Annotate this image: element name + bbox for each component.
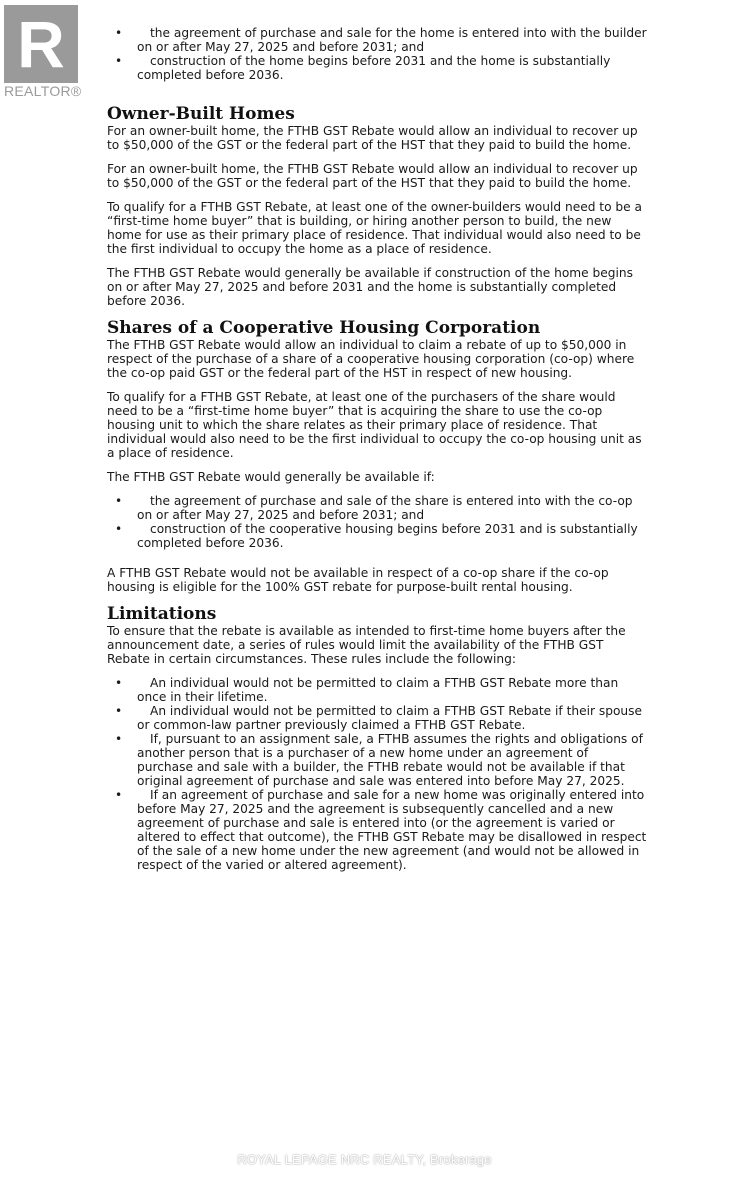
realtor-wordmark: REALTOR® <box>4 83 82 99</box>
document-body <box>107 26 647 882</box>
paragraph: For an owner-built home, the FTHB GST Rebate would allow an individual to recover up to $50,000 of the GST or the federal part of the HST that they paid to build the home. <box>107 162 638 190</box>
list-item: • If, pursuant to an assignment sale, a FTHB assumes the rights and obligations of another person that is a purchaser of a new home under an agreement of purchase and sale with a builder, the FTHB rebate would not be available if that original agreement of purchase and sale was entered into before May 27, 2025. <box>115 732 643 788</box>
bullet-icon: • <box>115 54 123 68</box>
list-item: • the agreement of purchase and sale for the home is entered into with the builder on or after May 27, 2025 and before 2031; and <box>115 26 647 54</box>
bullet-icon: • <box>115 788 123 802</box>
paragraph: The FTHB GST Rebate would generally be available if construction of the home begins on or after May 27, 2025 and before 2031 and the home is substantially completed before 2036. <box>107 266 633 308</box>
bullet-icon: • <box>115 732 123 746</box>
bullet-icon: • <box>115 522 123 536</box>
list-item: • construction of the home begins before 2031 and the home is substantially completed before 2036. <box>115 54 611 82</box>
list-item: • An individual would not be permitted to claim a FTHB GST Rebate if their spouse or common-law partner previously claimed a FTHB GST Rebate. <box>115 704 642 732</box>
list-item: • An individual would not be permitted to claim a FTHB GST Rebate more than once in their lifetime. <box>115 676 619 704</box>
bullet-icon: • <box>115 494 123 508</box>
section-heading-owner-built: Owner-Built Homes <box>107 104 295 124</box>
paragraph: To qualify for a FTHB GST Rebate, at least one of the owner-builders would need to be a “first-time home buyer” that is building, or hiring another person to build, the new home for use as their primary place of residence. That individual would also need to be the first individual to occupy the home as a place of residence. <box>107 200 642 256</box>
paragraph: A FTHB GST Rebate would not be available in respect of a co-op share if the co-op housing is eligible for the 100% GST rebate for purpose-built rental housing. <box>107 566 609 594</box>
bullet-icon: • <box>115 704 123 718</box>
brokerage-watermark: ROYAL LEPAGE NRC REALTY, Brokerage <box>237 1152 492 1167</box>
paragraph: The FTHB GST Rebate would generally be available if: <box>107 470 435 484</box>
bullet-icon: • <box>115 676 123 690</box>
list-item: • If an agreement of purchase and sale for a new home was originally entered into before May 27, 2025 and the agreement is subsequently cancelled and a new agreement of purchase and sale is entered into (or the agreement is varied or altered to effect that outcome), the FTHB GST Rebate may be disallowed in respect of the sale of a new home under the new agreement (and would not be allowed in respect of the varied or altered agreement). <box>115 788 647 872</box>
top-bullet-list <box>107 26 647 82</box>
realtor-logo <box>4 5 84 100</box>
paragraph: The FTHB GST Rebate would allow an individual to claim a rebate of up to $50,000 in respect of the purchase of a share of a cooperative housing corporation (co-op) where the co-op paid GST or the federal part of the HST in respect of new housing. <box>107 338 635 380</box>
bullet-icon: • <box>115 26 123 40</box>
coop-bullet-list <box>107 494 647 550</box>
paragraph: For an owner-built home, the FTHB GST Rebate would allow an individual to recover up to $50,000 of the GST or the federal part of the HST that they paid to build the home. <box>107 124 638 152</box>
limitations-bullet-list <box>107 676 647 872</box>
section-heading-coop: Shares of a Cooperative Housing Corporation <box>107 318 541 338</box>
section-heading-limitations: Limitations <box>107 604 217 624</box>
list-item: • construction of the cooperative housing begins before 2031 and is substantially completed before 2036. <box>115 522 638 550</box>
realtor-logo-letter: R <box>17 7 65 81</box>
list-item: • the agreement of purchase and sale of the share is entered into with the co-op on or after May 27, 2025 and before 2031; and <box>115 494 633 522</box>
paragraph: To qualify for a FTHB GST Rebate, at least one of the purchasers of the share would need to be a “first-time home buyer” that is acquiring the share to use the co-op housing unit to which the share relates as their primary place of residence. That individual would also need to be the first individual to occupy the co-op housing unit as a place of residence. <box>107 390 642 460</box>
paragraph: To ensure that the rebate is available as intended to first-time home buyers after the announcement date, a series of rules would limit the availability of the FTHB GST Rebate in certain circumstances. These rules include the following: <box>107 624 626 666</box>
